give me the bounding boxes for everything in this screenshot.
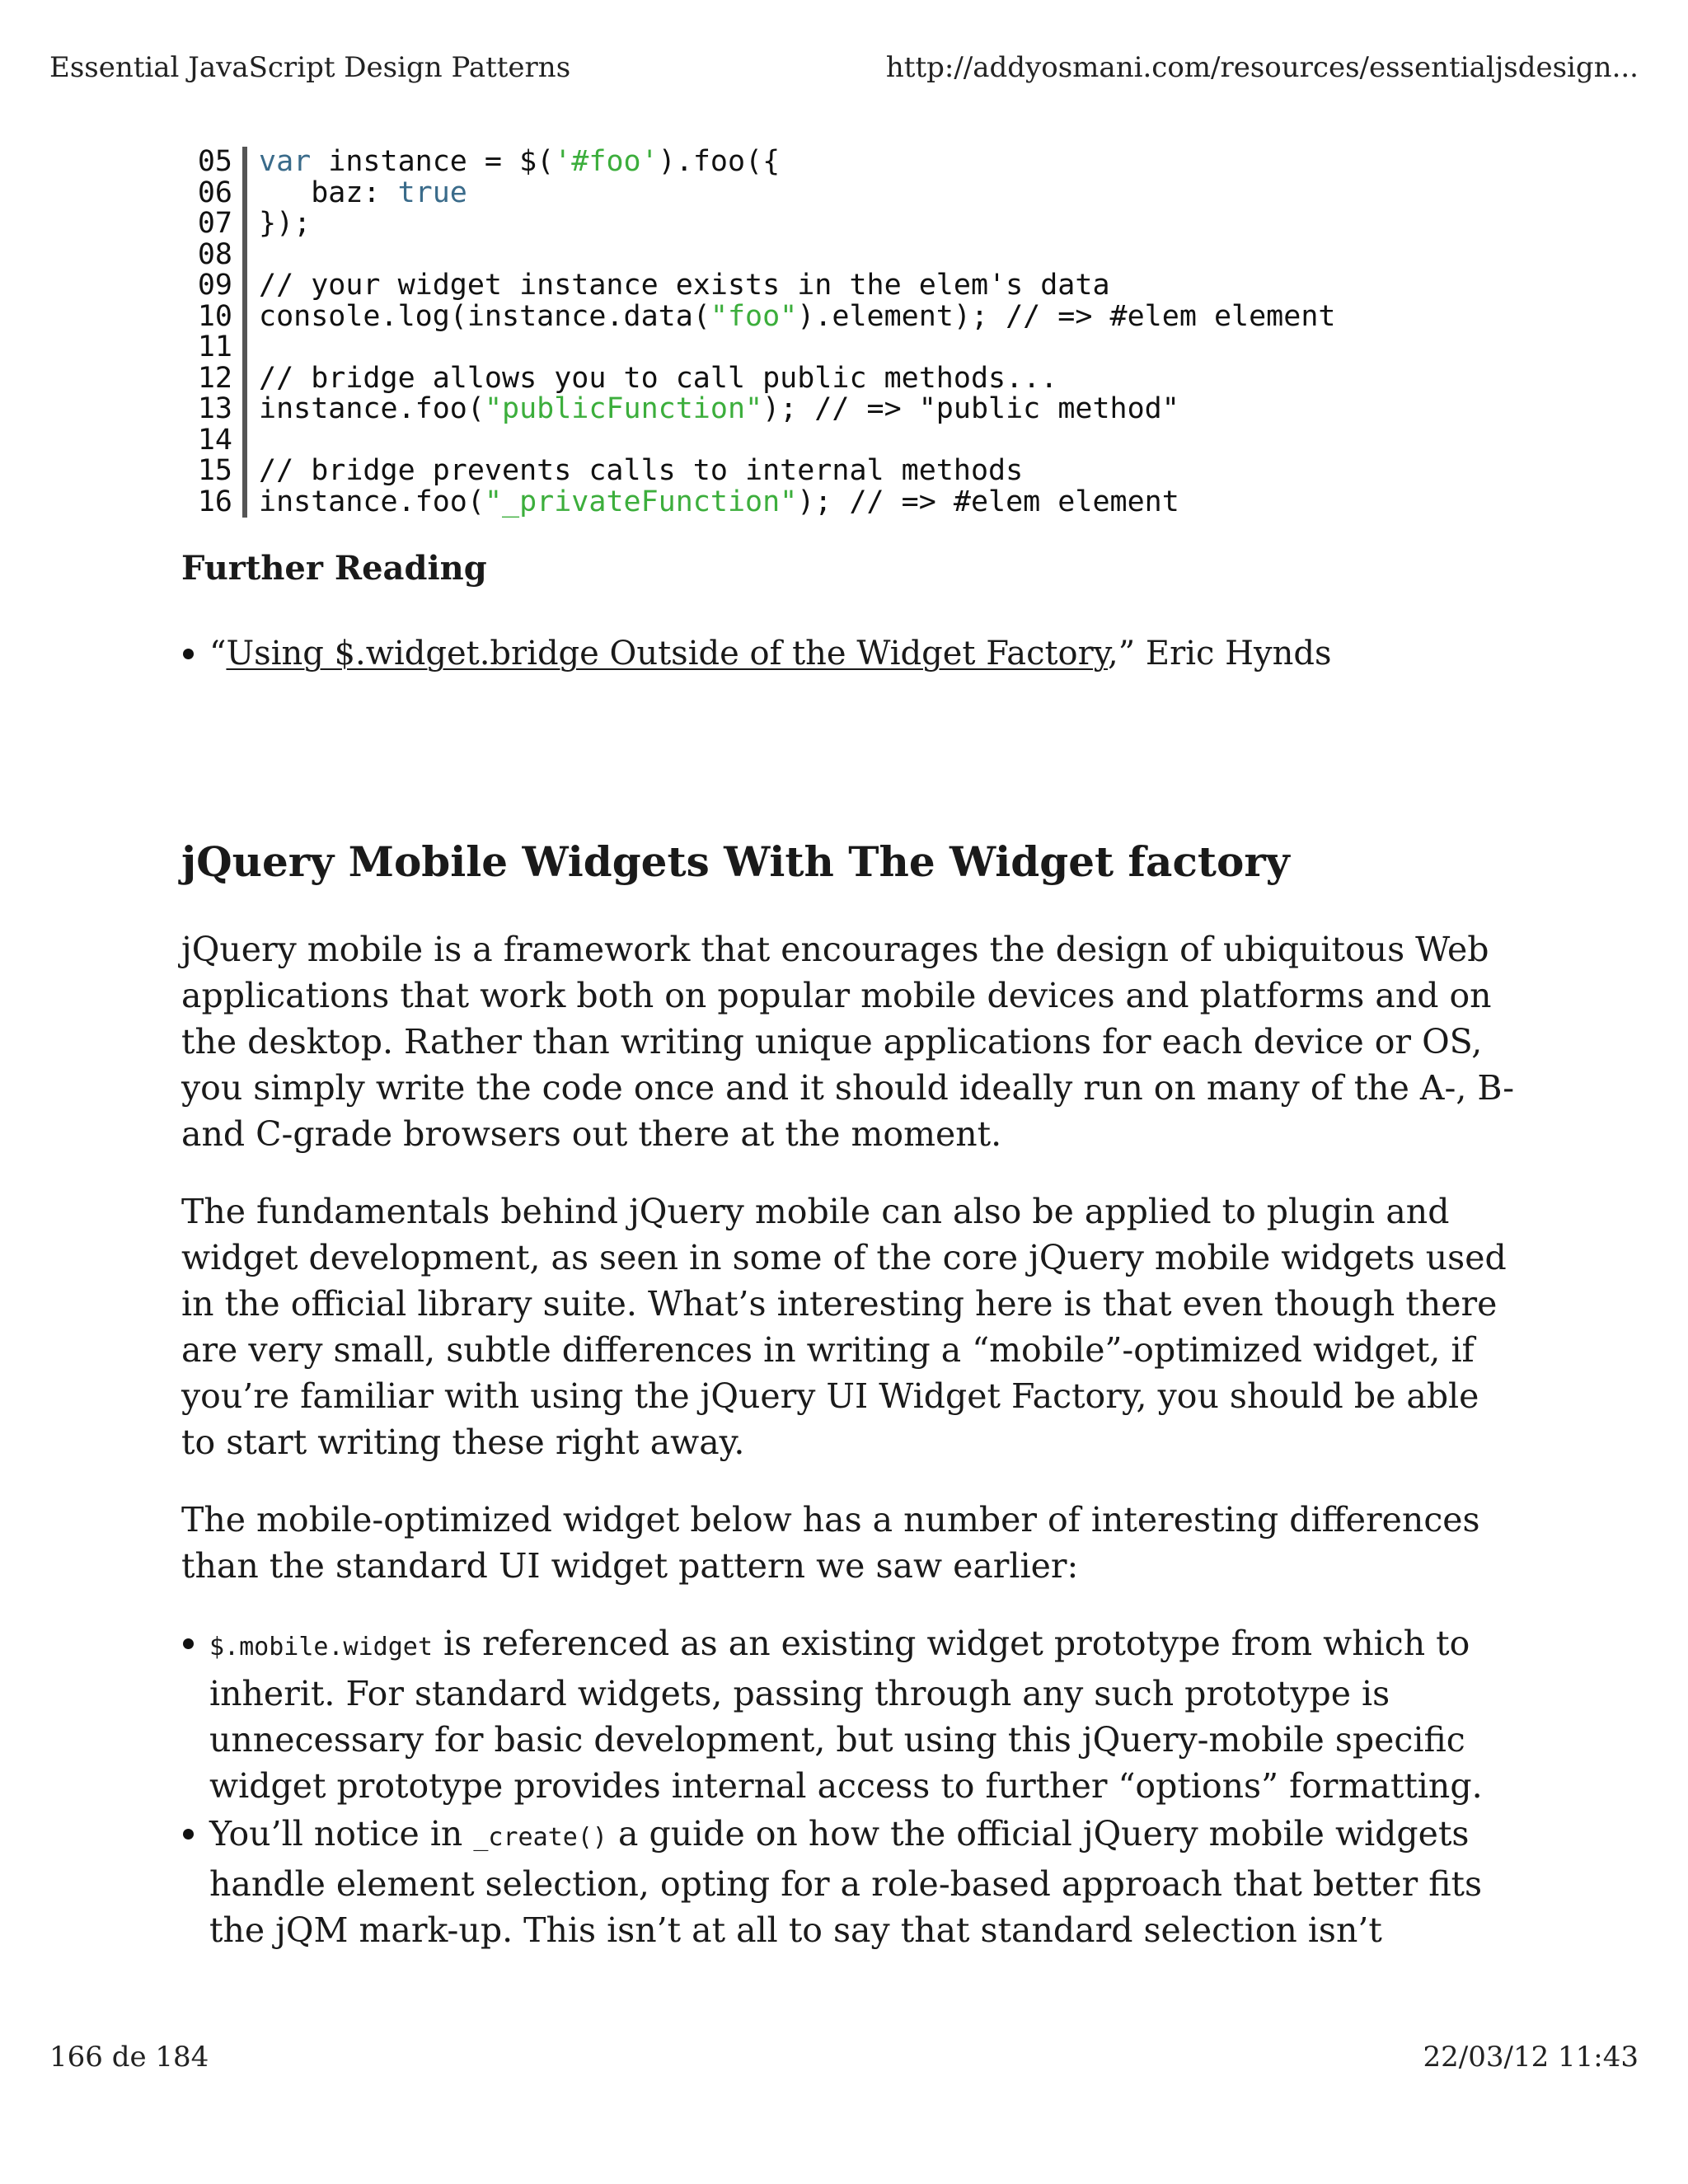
code-text: var instance = $('#foo').foo({ [259,145,781,178]
code-line [190,363,1335,395]
line-number: 10 [190,302,247,333]
paragraph-3: The mobile-optimized widget below has a number of interesting differences than the standard UI widget pattern we saw earlier: [181,1500,1480,1586]
line-number: 11 [190,332,247,363]
further-reading-link[interactable]: Using $.widget.bridge Outside of the Widget Factory [226,635,1109,673]
code-line [190,209,1335,240]
print-datetime: 22/03/12 11:43 [1423,2041,1639,2074]
code-block [190,147,1335,518]
code-line [190,425,1335,457]
page-header-url: http://addyosmani.com/resources/essentialjsdesign... [885,51,1639,84]
code-line [190,147,1335,178]
page-header-title: Essential JavaScript Design Patterns [49,51,571,84]
inline-code: _create() [473,1823,607,1852]
differences-list [181,1620,1517,1955]
code-text: instance.foo("_privateFunction"); // => #elem element [259,485,1179,518]
code-line [190,394,1335,425]
link-suffix: ,” Eric Hynds [1108,635,1332,673]
code-line [190,178,1335,209]
bullet-text: is referenced as an existing widget prototype from which to inherit. For standard widgets, passing through any such prototype is unnecessary for basic development, but using this jQuery-mobile specific widget prototype provides internal access to further “options” formatting. [209,1624,1483,1806]
section-heading: jQuery Mobile Widgets With The Widget factory [181,837,1290,886]
paragraph-1: jQuery mobile is a framework that encourages the design of ubiquitous Web applications that work both on popular mobile devices and platforms and on the desktop. Rather than writing unique applications for each device or OS, you simply write the code once and it should ideally run on many of the A-, B- and C-grade browsers out there at the moment. [181,930,1515,1154]
further-reading-list [181,635,1332,673]
paragraph-2: The fundamentals behind jQuery mobile can also be applied to plugin and widget development, as seen in some of the core jQuery mobile widgets used in the official library suite. What’s interesting here is that even though there are very small, subtle differences in writing a “mobile”-optimized widget, if you’re familiar with using the jQuery UI Widget Factory, you should be able to start writing these right away. [181,1192,1507,1462]
line-number: 12 [190,363,247,395]
list-item [181,1811,1517,1953]
line-number: 06 [190,178,247,209]
line-number: 05 [190,147,247,178]
code-text: baz: true [259,176,467,209]
bullet-text-pre: You’ll notice in [209,1814,474,1854]
code-text: // your widget instance exists in the elem's data [259,269,1110,302]
list-item [181,1620,1517,1809]
page-number: 166 de 184 [49,2041,209,2074]
code-text: }); [259,207,312,240]
code-text: console.log(instance.data("foo").element); // => #elem element [259,299,1336,333]
line-number: 15 [190,456,247,487]
line-number: 13 [190,394,247,425]
code-line [190,237,1335,271]
code-line [190,270,1335,302]
code-line [190,299,1336,333]
line-number: 16 [190,487,247,518]
line-number: 07 [190,209,247,240]
open-quote: “ [209,635,227,673]
code-line [190,456,1335,487]
list-item [181,635,1332,673]
further-reading-heading: Further Reading [181,549,487,588]
line-number: 09 [190,270,247,302]
code-line [190,332,1335,363]
code-text: // bridge allows you to call public methods... [259,361,1058,395]
code-text: instance.foo("publicFunction"); // => "public method" [259,392,1179,425]
code-text: // bridge prevents calls to internal methods [259,454,1024,487]
bullet-text: a guide on how the official jQuery mobile widgets handle element selection, opting for a role-based approach that better fits the jQM mark-up. This isn’t at all to say that standard selection isn’t [209,1814,1483,1950]
line-number: 14 [190,425,247,457]
line-number: 08 [190,240,247,271]
code-line [190,487,1335,518]
inline-code: $.mobile.widget [209,1633,433,1661]
